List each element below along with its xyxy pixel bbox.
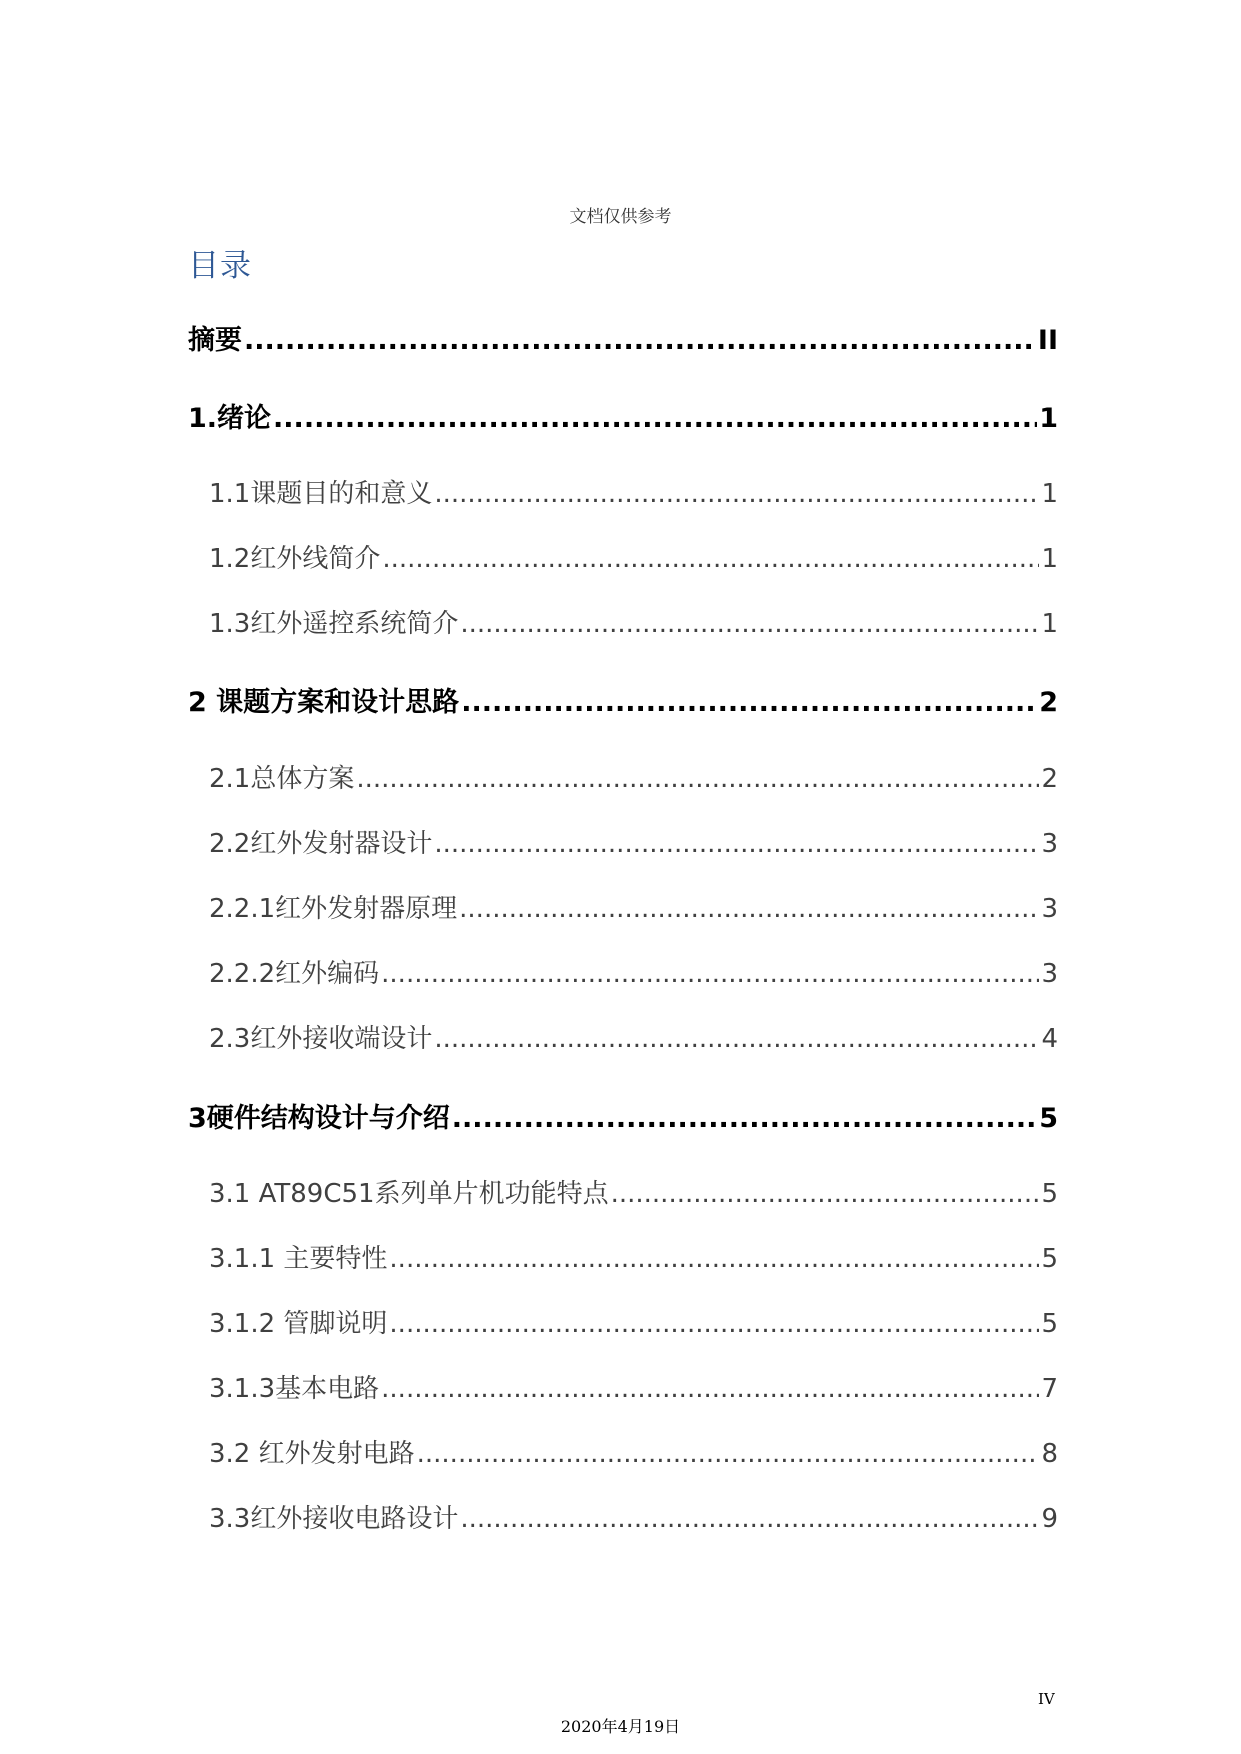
toc-entry-2-1[interactable] (209, 758, 1058, 795)
toc-entry-label: 2.2.2红外编码 (209, 959, 380, 989)
toc-entry-page: 3 (1041, 829, 1058, 859)
toc-entry-page: 5 (1041, 1179, 1058, 1209)
toc-leader-dots (381, 1374, 1039, 1404)
toc-leader-dots (417, 1439, 1040, 1469)
toc-entry-page: 3 (1041, 959, 1058, 989)
toc-leader-dots (460, 609, 1039, 639)
toc-entry-label: 3.2 红外发射电路 (209, 1439, 415, 1469)
toc-entry-page: 1 (1041, 544, 1058, 574)
toc-entry-page: 1 (1039, 403, 1058, 434)
toc-entry-1-3[interactable] (209, 603, 1058, 640)
toc-entry-1[interactable] (188, 396, 1058, 435)
toc-entry-page: 5 (1041, 1244, 1058, 1274)
toc-leader-dots (244, 325, 1036, 356)
toc-entry-page: 1 (1041, 479, 1058, 509)
toc-entry-label: 2.2红外发射器设计 (209, 829, 433, 859)
toc-entry-3-3[interactable] (209, 1498, 1058, 1535)
toc-entry-page: 8 (1041, 1439, 1058, 1469)
toc-entry-page: 9 (1041, 1504, 1058, 1534)
toc-entry-2-2-1[interactable] (209, 888, 1058, 925)
toc-entry-page: 7 (1041, 1374, 1058, 1404)
toc-entry-label: 3.1.3基本电路 (209, 1374, 380, 1404)
toc-leader-dots (461, 687, 1037, 718)
toc-entry-abstract[interactable] (188, 318, 1058, 357)
toc-entry-2[interactable] (188, 680, 1058, 719)
toc-entry-page: 1 (1041, 609, 1058, 639)
toc-leader-dots (611, 1179, 1040, 1209)
toc-title: 目录 (188, 248, 252, 284)
toc-leader-dots (389, 1309, 1039, 1339)
toc-entry-page: 2 (1041, 764, 1058, 794)
toc-leader-dots (389, 1244, 1039, 1274)
toc-entry-2-3[interactable] (209, 1018, 1058, 1055)
toc-entry-3-1-1[interactable] (209, 1238, 1058, 1275)
toc-entry-3[interactable] (188, 1096, 1058, 1135)
header-note: 文档仅供参考 (569, 207, 672, 227)
toc-leader-dots (356, 764, 1039, 794)
toc-entry-label: 1.绪论 (188, 403, 272, 434)
toc-entry-page: 5 (1039, 1103, 1058, 1134)
toc-leader-dots (273, 403, 1037, 434)
toc-entry-label: 1.3红外遥控系统简介 (209, 609, 459, 639)
toc-leader-dots (434, 829, 1039, 859)
toc-entry-label: 1.1课题目的和意义 (209, 479, 433, 509)
footer-date: 2020年4月19日 (560, 1717, 681, 1736)
toc-entry-page: 3 (1041, 894, 1058, 924)
toc-entry-page: 4 (1041, 1024, 1058, 1054)
toc-leader-dots (382, 544, 1039, 574)
toc-entry-page: II (1037, 325, 1058, 356)
toc-leader-dots (434, 1024, 1039, 1054)
toc-entry-page: 5 (1041, 1309, 1058, 1339)
toc-entry-3-1-3[interactable] (209, 1368, 1058, 1405)
toc-entry-2-2[interactable] (209, 823, 1058, 860)
toc-entry-1-1[interactable] (209, 473, 1058, 510)
toc-entry-label: 3硬件结构设计与介绍 (188, 1103, 450, 1134)
toc-entry-3-1[interactable] (209, 1173, 1058, 1210)
toc-entry-page: 2 (1039, 687, 1058, 718)
toc-entry-label: 1.2红外线简介 (209, 544, 381, 574)
toc-entry-1-2[interactable] (209, 538, 1058, 575)
toc-entry-3-1-2[interactable] (209, 1303, 1058, 1340)
toc-entry-label: 2.2.1红外发射器原理 (209, 894, 458, 924)
toc-entry-2-2-2[interactable] (209, 953, 1058, 990)
toc-entry-label: 3.3红外接收电路设计 (209, 1504, 459, 1534)
toc-leader-dots (452, 1103, 1037, 1134)
toc-entry-label: 3.1.1 主要特性 (209, 1244, 388, 1274)
page-number: IV (1038, 1690, 1055, 1708)
toc-entry-label: 2.3红外接收端设计 (209, 1024, 433, 1054)
toc-entry-label: 2.1总体方案 (209, 764, 355, 794)
toc-leader-dots (434, 479, 1039, 509)
toc-entry-label: 摘要 (188, 325, 242, 356)
toc-leader-dots (381, 959, 1039, 989)
toc-leader-dots (459, 894, 1039, 924)
toc-entry-label: 3.1.2 管脚说明 (209, 1309, 388, 1339)
toc-entry-label: 3.1 AT89C51系列单片机功能特点 (209, 1179, 609, 1209)
toc-entry-label: 2 课题方案和设计思路 (188, 687, 460, 718)
toc-leader-dots (460, 1504, 1039, 1534)
toc-entry-3-2[interactable] (209, 1433, 1058, 1470)
